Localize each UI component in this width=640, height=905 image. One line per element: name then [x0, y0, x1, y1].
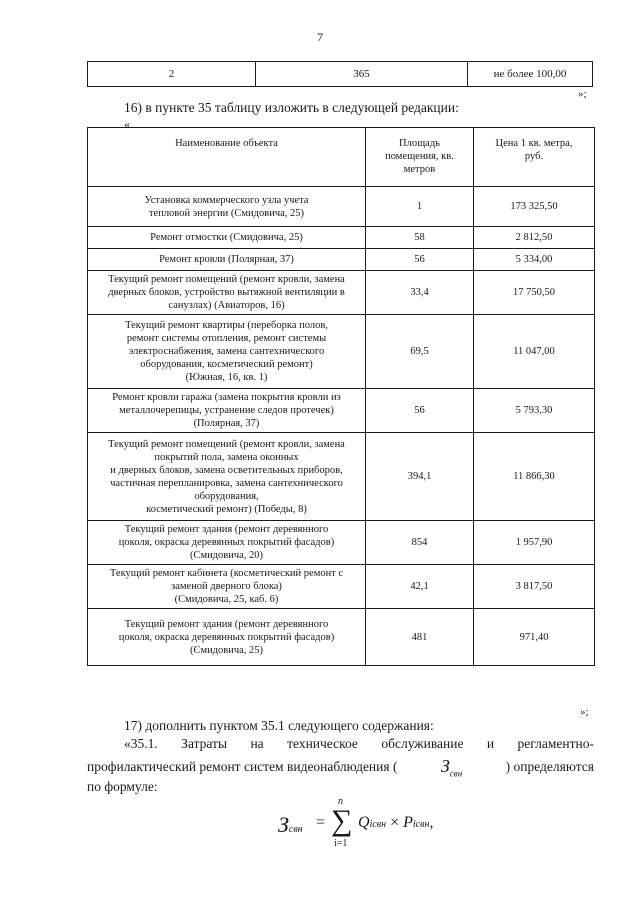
closing-quote-2: »; — [580, 706, 589, 718]
cell-price: 3 817,50 — [474, 565, 595, 609]
opening-quote: « — [124, 117, 130, 131]
formula-sum-sign: ∑ — [331, 804, 353, 837]
table-row — [88, 521, 595, 565]
cost-formula — [278, 796, 438, 860]
line2-text-a: профилактический ремонт систем видеонаблюдения ( — [87, 759, 398, 774]
cell-area: 481 — [366, 609, 474, 666]
cell-object-name: Текущий ремонт квартиры (переборка полов, ремонт системы отопления, ремонт системы электроснабжения, замена сантехнического оборудования, косметический ремонт) (Южная, 16, кв. 1) — [88, 315, 366, 389]
cell-area: 56 — [366, 249, 474, 271]
cell-price: 971,40 — [474, 609, 595, 666]
paragraph-17: 17) дополнить пунктом 35.1 следующего содержания: — [124, 718, 434, 733]
cell-price: 5 334,00 — [474, 249, 595, 271]
cell-price: 5 793,30 — [474, 389, 595, 433]
cell-price: 173 325,50 — [474, 187, 595, 227]
page-number: 7 — [317, 30, 323, 44]
cell-object-name: Ремонт кровли (Полярная, 37) — [88, 249, 366, 271]
paragraph-35-1-line3: по формуле: — [87, 779, 158, 794]
header-area: Площадь помещения, кв. метров — [366, 128, 474, 187]
table-cell: 365 — [256, 62, 468, 87]
table-row — [88, 271, 595, 315]
cell-object-name: Ремонт отмостки (Смидовича, 25) — [88, 227, 366, 249]
table-row — [88, 227, 595, 249]
line2-text-b: ) определяются — [505, 759, 594, 774]
cell-area: 56 — [366, 389, 474, 433]
table-row — [88, 315, 595, 389]
cell-area: 58 — [366, 227, 474, 249]
table-row — [88, 187, 595, 227]
cell-object-name: Ремонт кровли гаража (замена покрытия кровли из металлочерепицы, устранение следов протечек) (Полярная, 37) — [88, 389, 366, 433]
cost-symbol: $З_{свн}$ — [440, 756, 463, 779]
cell-price: 1 957,90 — [474, 521, 595, 565]
table-row — [88, 565, 595, 609]
cell-area: 69,5 — [366, 315, 474, 389]
cell-object-name: Текущий ремонт здания (ремонт деревянного цоколя, окраска деревянных покрытий фасадов) (Смидовича, 25) — [88, 609, 366, 666]
cell-object-name: Текущий ремонт кабинета (косметический ремонт с заменой дверного блока) (Смидовича, 25, каб. 6) — [88, 565, 366, 609]
formula-lhs: Зсвн — [278, 812, 303, 837]
table-header-row — [88, 128, 595, 187]
table-row — [88, 249, 595, 271]
cell-area: 42,1 — [366, 565, 474, 609]
table-cell: не более 100,00 — [468, 62, 593, 87]
header-object-name: Наименование объекта — [88, 128, 366, 187]
formula-upper-limit: n — [338, 796, 343, 807]
header-price: Цена 1 кв. метра, руб. — [474, 128, 595, 187]
cell-object-name: Текущий ремонт помещений (ремонт кровли, замена дверных блоков, устройство вытяжной вентиляции в санузлах) (Авиаторов, 16) — [88, 271, 366, 315]
table-row — [88, 609, 595, 666]
cell-area: 33,4 — [366, 271, 474, 315]
cell-price: 2 812,50 — [474, 227, 595, 249]
cell-area: 854 — [366, 521, 474, 565]
table-cell: 2 — [88, 62, 256, 87]
cell-object-name: Текущий ремонт здания (ремонт деревянного цоколя, окраска деревянных покрытий фасадов) (Смидовича, 20) — [88, 521, 366, 565]
paragraph-35-1-line2 — [87, 758, 594, 783]
formula-body: Qiсвн × Piсвн, — [358, 814, 434, 831]
previous-table-tail — [87, 61, 593, 87]
cell-object-name: Установка коммерческого узла учета тепловой энергии (Смидовича, 25) — [88, 187, 366, 227]
cell-area: 1 — [366, 187, 474, 227]
paragraph-35-1-line1: «35.1. Затраты на техническое обслуживание и регламентно- — [124, 736, 594, 751]
table-row — [88, 389, 595, 433]
cell-price: 11 047,00 — [474, 315, 595, 389]
formula-equals: = — [316, 814, 326, 831]
formula-lower-limit: i=1 — [334, 838, 348, 849]
paragraph-16: 16) в пункте 35 таблицу изложить в следующей редакции: — [124, 100, 459, 115]
cell-price: 11 866,30 — [474, 433, 595, 521]
closing-quote: »; — [578, 88, 587, 100]
table-row — [88, 433, 595, 521]
cost-table — [87, 127, 595, 666]
cell-object-name: Текущий ремонт помещений (ремонт кровли, замена покрытий пола, замена оконных и дверных блоков, замена осветительных приборов, частичная перепланировка, замена сантехнического оборудования, косметический ремонт) (Победы, 8) — [88, 433, 366, 521]
cell-area: 394,1 — [366, 433, 474, 521]
cell-price: 17 750,50 — [474, 271, 595, 315]
table-row — [88, 62, 593, 87]
